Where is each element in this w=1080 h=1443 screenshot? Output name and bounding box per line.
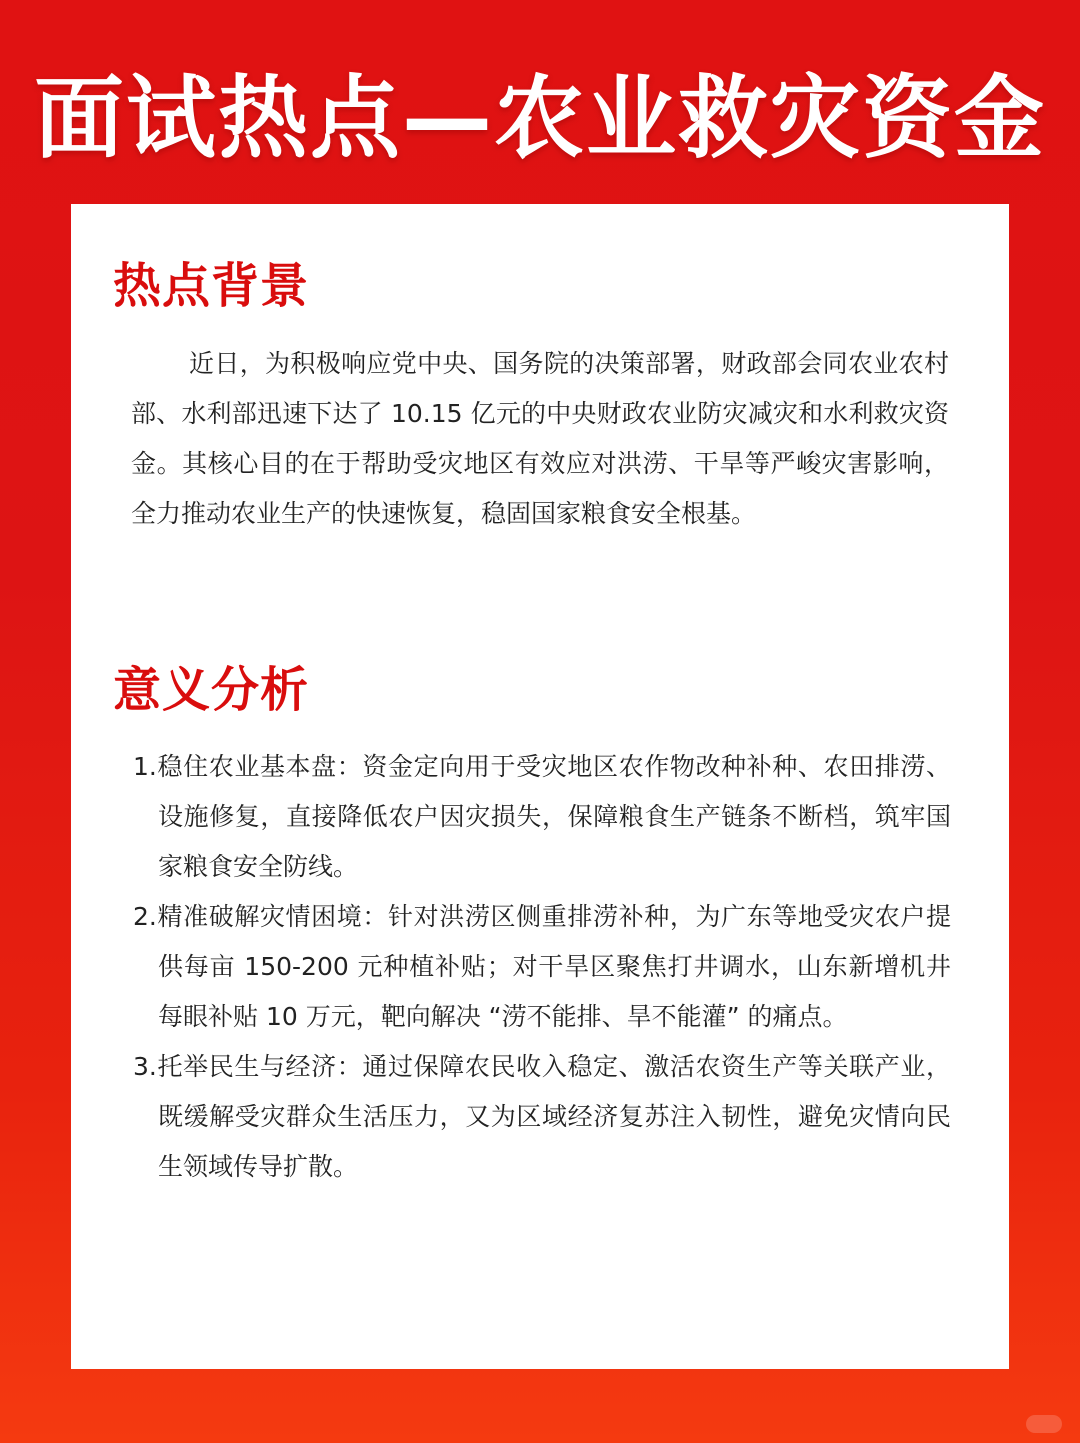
list-item: 3.托举民生与经济：通过保障农民收入稳定、激活农资生产等关联产业，既缓解受灾群众生活压力，又为区域经济复苏注入韧性，避免灾情向民生领域传导扩散。 [133,1052,951,1181]
content-card [71,204,1009,1369]
section-heading-background: 热点背景 [113,258,310,314]
background-paragraph: 近日，为积极响应党中央、国务院的决策部署，财政部会同农业农村部、水利部迅速下达了 10.15 亿元的中央财政农业防灾减灾和水利救灾资金。其核心目的在于帮助受灾地区有效应对洪涝、干旱等严峻灾害影响，全力推动农业生产的快速恢复，稳固国家粮食安全根基。 [131,349,949,528]
list-item: 1.稳住农业基本盘：资金定向用于受灾地区农作物改种补种、农田排涝、设施修复，直接降低农户因灾损失，保障粮食生产链条不断档，筑牢国家粮食安全防线。 [133,752,951,881]
list-item: 2.精准破解灾情困境：针对洪涝区侧重排涝补种，为广东等地受灾农户提供每亩 150-200 元种植补贴；对干旱区聚焦打井调水，山东新增机井每眼补贴 10 万元，靶向解决 “涝不能排、旱不能灌” 的痛点。 [133,902,951,1031]
significance-list [133,742,951,1192]
section-heading-significance: 意义分析 [113,662,310,718]
page-title: 面试热点—农业救灾资金 [34,66,1046,171]
watermark-badge [1026,1415,1062,1433]
